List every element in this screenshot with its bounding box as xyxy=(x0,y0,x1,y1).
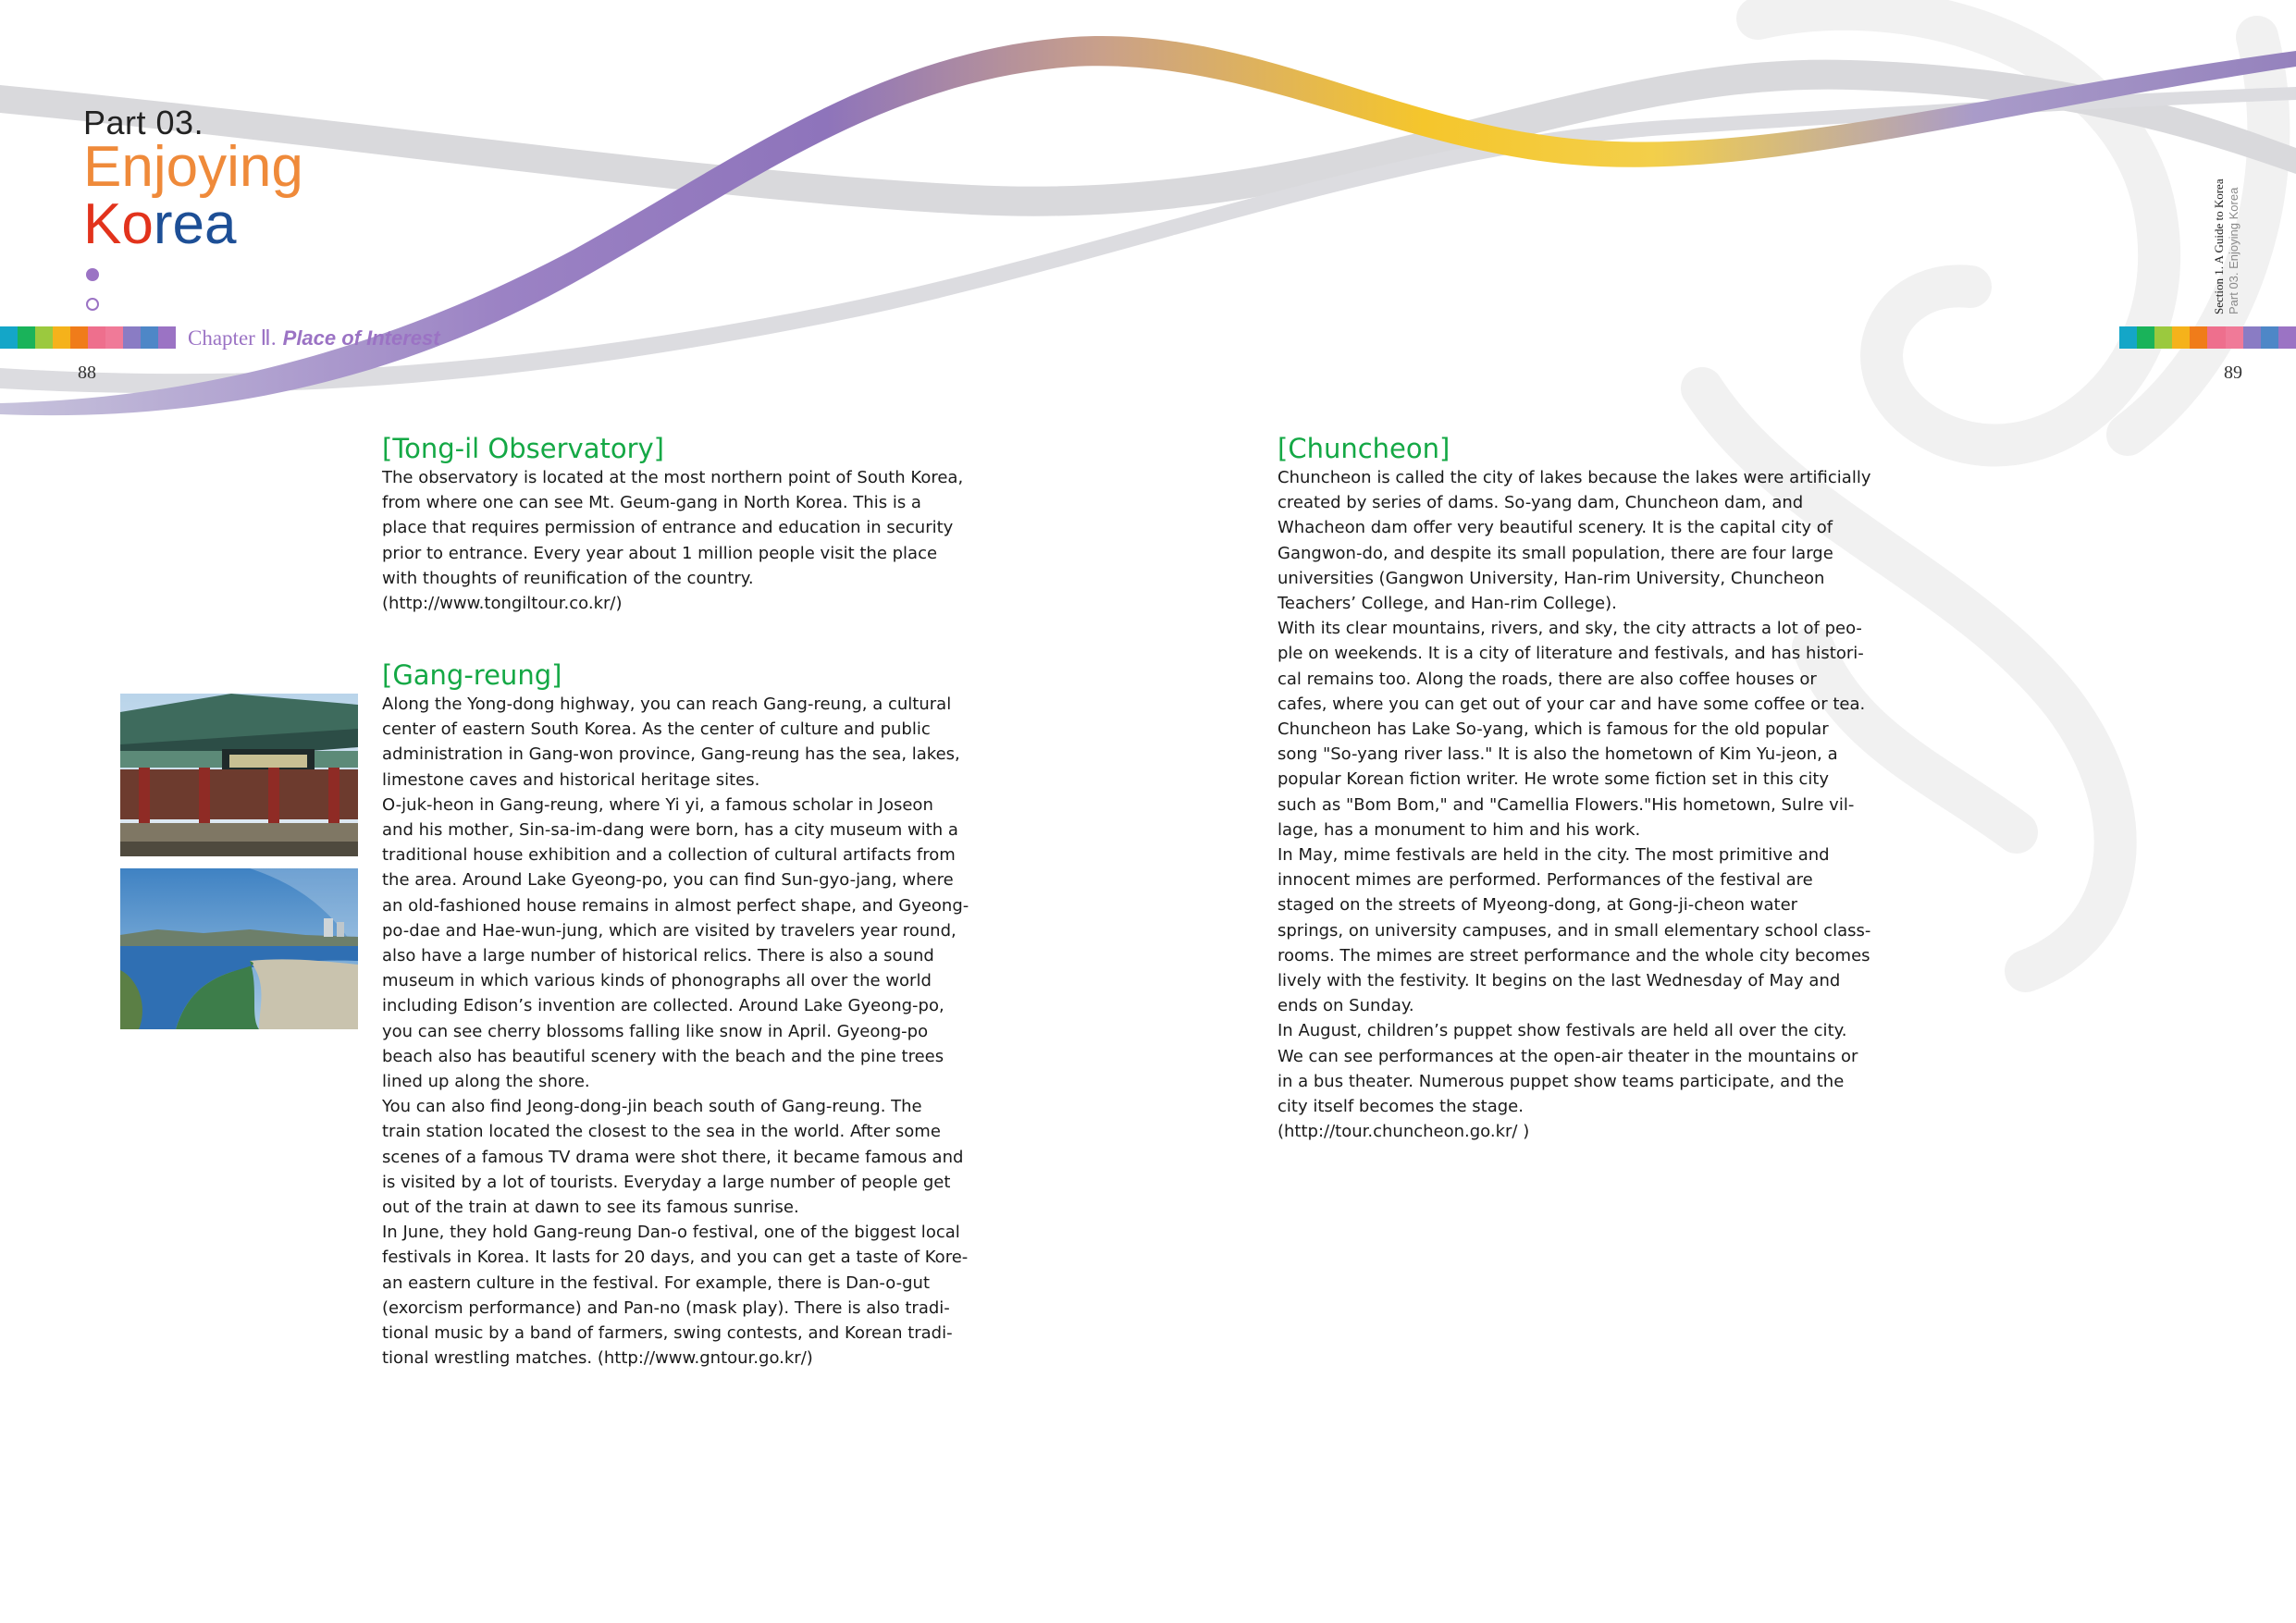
text-line: an old-fashioned house remains in almost perfect shape, and Gyeong- xyxy=(382,895,969,916)
text-line: out of the train at dawn to see its famous sunrise. xyxy=(382,1198,799,1218)
text-line: festivals in Korea. It lasts for 20 days, and you can get a taste of Kore- xyxy=(382,1248,969,1268)
text-line: staged on the streets of Myeong-dong, at Gong-ji-cheon water xyxy=(1278,895,1798,916)
text-line: including Edison’s invention are collected. Around Lake Gyeong-po, xyxy=(382,996,944,1016)
text-line: Gangwon-do, and despite its small population, there are four large xyxy=(1278,543,1833,563)
section-body xyxy=(382,465,1030,616)
bullet-dot-open xyxy=(86,298,99,311)
text-line: In June, they hold Gang-reung Dan-o festival, one of the biggest local xyxy=(382,1223,960,1243)
page-number-right: 89 xyxy=(2224,363,2242,383)
text-line: rooms. The mimes are street performance and the whole city becomes xyxy=(1278,945,1870,965)
strip-segment xyxy=(2243,326,2261,349)
strip-segment xyxy=(2226,326,2243,349)
text-line: tional wrestling matches. (http://www.gntour.go.kr/) xyxy=(382,1348,813,1369)
pavilion-photo xyxy=(120,694,358,856)
text-line: also have a large number of historical relics. There is also a sound xyxy=(382,946,934,966)
text-line: in a bus theater. Numerous puppet show teams participate, and the xyxy=(1278,1071,1845,1091)
strip-segment xyxy=(2207,326,2225,349)
section-title: [Chuncheon] xyxy=(1278,433,1450,464)
page-number-left: 88 xyxy=(78,363,96,383)
text-line: with thoughts of reunification of the country. xyxy=(382,568,754,588)
text-line: Teachers’ College, and Han-rim College). xyxy=(1278,594,1617,614)
text-line: lively with the festivity. It begins on the last Wednesday of May and xyxy=(1278,971,1841,991)
text-line: po-dae and Hae-wun-jung, which are visited by travelers year round, xyxy=(382,920,957,941)
text-line: beach also has beautiful scenery with the beach and the pine trees xyxy=(382,1046,944,1066)
text-line: O-juk-heon in Gang-reung, where Yi yi, a famous scholar in Joseon xyxy=(382,794,933,815)
text-line: ple on weekends. It is a city of literature and festivals, and has histori- xyxy=(1278,644,1864,664)
strip-segment xyxy=(70,326,88,349)
text-line: (exorcism performance) and Pan-no (mask play). There is also tradi- xyxy=(382,1297,950,1318)
text-line: Whacheon dam offer very beautiful scenery. It is the capital city of xyxy=(1278,518,1833,538)
part-title-korea xyxy=(83,192,237,256)
text-line: springs, on university campuses, and in small elementary school class- xyxy=(1278,920,1871,941)
part-title-enjoying: Enjoying xyxy=(83,135,303,199)
text-line: Chuncheon is called the city of lakes because the lakes were artificially xyxy=(1278,468,1871,487)
text-line: With its clear mountains, rivers, and sky, the city attracts a lot of peo- xyxy=(1278,619,1862,639)
text-line: scenes of a famous TV drama were shot there, it became famous and xyxy=(382,1147,964,1167)
chapter-title: Place of Interest xyxy=(282,326,440,350)
text-line: popular Korean fiction writer. He wrote some fiction set in this city xyxy=(1278,769,1830,790)
strip-segment xyxy=(53,326,70,349)
text-line: universities (Gangwon University, Han-rim University, Chuncheon xyxy=(1278,568,1825,588)
text-line: such as "Bom Bom," and "Camellia Flowers."His hometown, Sulre vil- xyxy=(1278,794,1855,815)
bullet-dot-filled xyxy=(86,268,99,281)
text-line: is visited by a lot of tourists. Everyday a large number of people get xyxy=(382,1172,951,1192)
strip-segment xyxy=(88,326,105,349)
text-line: Along the Yong-dong highway, you can reach Gang-reung, a cultural xyxy=(382,695,952,714)
text-line: You can also find Jeong-dong-jin beach south of Gang-reung. The xyxy=(382,1097,922,1117)
text-line: and his mother, Sin-sa-im-dang were born, has a city museum with a xyxy=(382,820,958,841)
text-line: cafes, where you can get out of your car and have some coffee or tea. xyxy=(1278,694,1866,714)
strip-segment xyxy=(158,326,176,349)
text-line: (http://www.tongiltour.co.kr/) xyxy=(382,594,623,614)
text-line: In August, children’s puppet show festivals are held all over the city. xyxy=(1278,1021,1847,1041)
river-photo xyxy=(120,868,358,1029)
section-body xyxy=(382,692,1030,1371)
section-chuncheon xyxy=(1278,432,1925,1144)
text-line: The observatory is located at the most northern point of South Korea, xyxy=(382,468,964,487)
strip-segment xyxy=(2190,326,2207,349)
strip-segment xyxy=(35,326,53,349)
strip-segment xyxy=(123,326,141,349)
text-line: train station located the closest to the sea in the world. After some xyxy=(382,1122,941,1142)
strip-segment xyxy=(2119,326,2137,349)
text-line: created by series of dams. So-yang dam, Chuncheon dam, and xyxy=(1278,493,1804,513)
text-line: limestone caves and historical heritage sites. xyxy=(382,769,760,790)
section-title: [Gang-reung] xyxy=(382,659,562,691)
text-line: administration in Gang-won province, Gang-reung has the sea, lakes, xyxy=(382,744,960,765)
chapter-heading xyxy=(188,326,440,350)
text-line: you can see cherry blossoms falling like snow in April. Gyeong-po xyxy=(382,1021,929,1041)
text-line: center of eastern South Korea. As the center of culture and public xyxy=(382,719,931,740)
text-line: traditional house exhibition and a collection of cultural artifacts from xyxy=(382,845,956,866)
strip-segment xyxy=(2278,326,2296,349)
section-title: [Tong-il Observatory] xyxy=(382,433,664,464)
running-header-vertical xyxy=(2212,178,2240,314)
title-korea-blue-part: rea xyxy=(153,192,237,256)
text-line: song "So-yang river lass." It is also the hometown of Kim Yu-jeon, a xyxy=(1278,744,1838,765)
running-header-line-2: Part 03. Enjoying Korea xyxy=(2226,187,2240,314)
chapter-numeral: Chapter Ⅱ. xyxy=(188,326,277,350)
text-line: from where one can see Mt. Geum-gang in North Korea. This is a xyxy=(382,493,921,513)
text-line: place that requires permission of entrance and education in security xyxy=(382,518,954,538)
text-line: In May, mime festivals are held in the city. The most primitive and xyxy=(1278,845,1830,866)
text-line: (http://tour.chuncheon.go.kr/ ) xyxy=(1278,1122,1530,1142)
text-line: tional music by a band of farmers, swing contests, and Korean tradi- xyxy=(382,1323,953,1344)
strip-segment xyxy=(105,326,123,349)
color-strip-right xyxy=(2119,326,2296,349)
section-tongil-observatory xyxy=(382,432,1030,616)
text-line: We can see performances at the open-air theater in the mountains or xyxy=(1278,1046,1858,1066)
color-strip-left xyxy=(0,326,176,349)
section-body xyxy=(1278,465,1925,1144)
text-line: an eastern culture in the festival. For example, there is Dan-o-gut xyxy=(382,1273,930,1293)
text-line: the area. Around Lake Gyeong-po, you can find Sun-gyo-jang, where xyxy=(382,870,954,891)
strip-segment xyxy=(18,326,35,349)
text-line: innocent mimes are performed. Performances of the festival are xyxy=(1278,870,1813,891)
title-korea-red-part: Ko xyxy=(83,192,154,256)
grey-ribbon-upper xyxy=(0,60,2296,216)
text-line: Chuncheon has Lake So-yang, which is famous for the old popular xyxy=(1278,719,1829,740)
strip-segment xyxy=(2172,326,2190,349)
strip-segment xyxy=(2261,326,2278,349)
part-label: Part 03. xyxy=(83,104,204,141)
strip-segment xyxy=(2137,326,2154,349)
text-line: lined up along the shore. xyxy=(382,1072,590,1092)
text-line: ends on Sunday. xyxy=(1278,996,1414,1016)
text-line: cal remains too. Along the roads, there are also coffee houses or xyxy=(1278,669,1817,689)
text-line: museum in which various kinds of phonographs all over the world xyxy=(382,971,932,991)
section-gang-reung xyxy=(382,658,1030,1371)
strip-segment xyxy=(0,326,18,349)
text-line: prior to entrance. Every year about 1 million people visit the place xyxy=(382,543,938,563)
strip-segment xyxy=(141,326,158,349)
text-line: city itself becomes the stage. xyxy=(1278,1097,1524,1117)
text-line: lage, has a monument to him and his work. xyxy=(1278,819,1641,840)
running-header-line-1: Section 1. A Guide to Korea xyxy=(2212,178,2226,314)
strip-segment xyxy=(2154,326,2172,349)
